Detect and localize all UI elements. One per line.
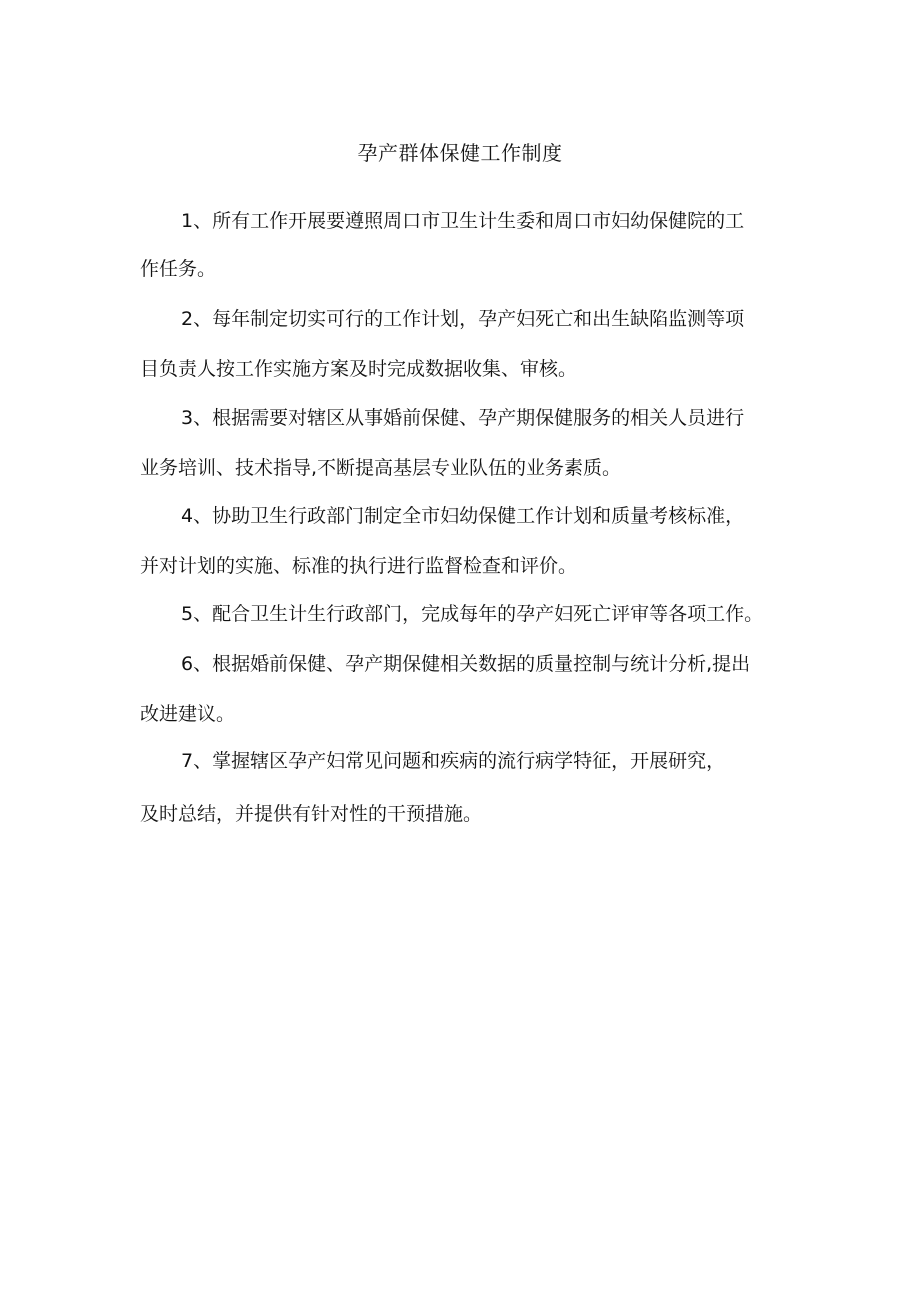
clause-1-line-1: 1、所有工作开展要遵照周口市卫生计生委和周口市妇幼保健院的工 [181, 210, 745, 232]
clause-5 [140, 600, 800, 628]
clause-4 [140, 502, 800, 580]
document-title: 孕产群体保健工作制度 [357, 141, 563, 165]
clause-6-line-2: 改进建议。 [140, 703, 236, 725]
clause-7-line-2: 及时总结，并提供有针对性的干预措施。 [140, 803, 483, 825]
clause-2-line-2: 目负责人按工作实施方案及时完成数据收集、审核。 [140, 358, 578, 380]
clause-5-line-1: 5、配合卫生计生行政部门，完成每年的孕产妇死亡评审等各项工作。 [181, 603, 764, 625]
clause-1 [140, 207, 800, 283]
clause-4-line-1: 4、协助卫生行政部门制定全市妇幼保健工作计划和质量考核标准， [181, 505, 745, 527]
clause-3-line-2: 业务培训、技术指导,不断提高基层专业队伍的业务素质。 [140, 457, 622, 479]
clause-3-line-1: 3、根据需要对辖区从事婚前保健、孕产期保健服务的相关人员进行 [181, 407, 745, 429]
clause-4-line-2: 并对计划的实施、标准的执行进行监督检查和评价。 [140, 555, 578, 577]
clause-2 [140, 305, 800, 383]
clause-1-line-2: 作任务。 [140, 258, 217, 280]
clause-6-line-1: 6、根据婚前保健、孕产期保健相关数据的质量控制与统计分析,提出 [181, 653, 751, 675]
clause-6 [140, 650, 800, 728]
clause-3 [140, 404, 800, 482]
clause-7-line-1: 7、掌握辖区孕产妇常见问题和疾病的流行病学特征，开展研究， [181, 750, 726, 772]
clause-2-line-1: 2、每年制定切实可行的工作计划，孕产妇死亡和出生缺陷监测等项 [181, 308, 745, 330]
clause-7 [140, 747, 800, 828]
